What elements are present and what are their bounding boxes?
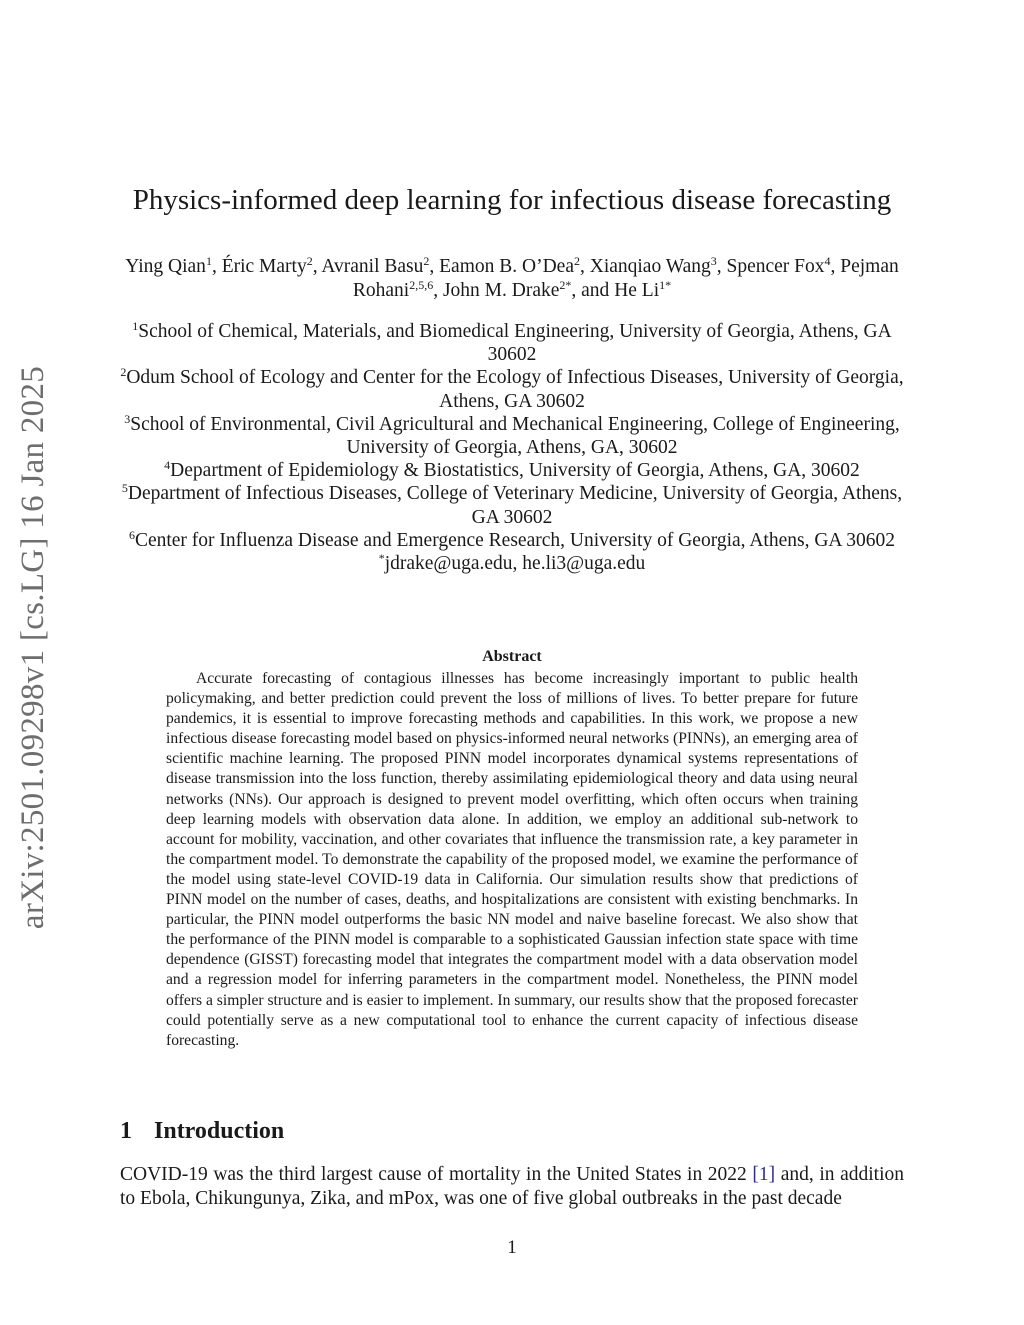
affiliation: $^2$Odum School of Ecology and Center for the Ecology of Infectious Diseases, University of Georgia, Athens, GA 30602 <box>120 365 904 412</box>
affiliation: $^5$Department of Infectious Diseases, College of Veterinary Medicine, University of Georgia, Athens, GA 30602 <box>121 481 903 528</box>
author: Spencer Fox$^4$, <box>726 254 841 277</box>
abstract-heading: Abstract <box>482 648 542 665</box>
abstract-body: Accurate forecasting of contagious illnesses has become increasingly important to public health policymaking, and better prediction could prevent the loss of millions of lives. To better prepare for future pandemics, it is essential to improve forecasting methods and capabilities. In this work, we propose a new infectious disease forecasting model based on physics-informed neural networks (PINNs), an emerging area of scientific machine learning. The proposed PINN model incorporates dynamical systems representations of disease transmission into the loss function, thereby assimilating epidemiological theory and data using neural networks (NNs). Our approach is designed to prevent model overfitting, which often occurs when training deep learning models with observation data alone. In addition, we employ an additional sub-network to account for mobility, vaccination, and other covariates that influence the transmission rate, a key parameter in the compartment model. To demonstrate the capability of the proposed model, we examine the performance of the model using state-level COVID-19 data in California. Our simulation results show that predictions of PINN model on the number of cases, deaths, and hospitalizations are consistent with existing benchmarks. In particular, the PINN model outperforms the basic NN model and naive baseline forecast. We also show that the performance of the PINN model is comparable to a sophisticated Gaussian infection state space with time dependence (GISST) forecasting model that integrates the compartment model with a data observation model and a regression model for inferring parameters in the compartment model. Nonetheless, the PINN model offers a simpler structure and is easier to implement. In summary, our results show that the proposed forecaster could potentially serve as a new computational tool to enhance the current capacity of infectious disease forecasting. <box>166 670 858 1049</box>
paper-title: Physics-informed deep learning for infectious disease forecasting <box>132 184 892 216</box>
author: He $Li^{1*}$ <box>614 278 672 301</box>
section-number: 1 <box>120 1118 132 1144</box>
author: Pejman Rohani$^{2,5,6}$, <box>352 256 899 301</box>
corresponding-emails: *jdrake@uga.edu, he.li3@uga.edu <box>378 551 646 575</box>
affiliation: $^4$Department of Epidemiology & Biostatistics, University of Georgia, Athens, GA, 30602 <box>164 458 860 482</box>
author: Éric Marty$^2$, <box>221 254 322 277</box>
affiliation: $^1$School of Chemical, Materials, and Biomedical Engineering, University of Georgia, Athens, GA 30602 <box>132 319 892 366</box>
author: Xianqiao Wang$^3$, <box>589 254 727 277</box>
section-heading-introduction <box>120 1118 284 1145</box>
affiliation: $^3$School of Environmental, Civil Agricultural and Mechanical Engineering, College of Engineering, University of Georgia, Athens, GA, 30602 <box>124 411 900 459</box>
page-number: 1 <box>507 1237 517 1258</box>
author: Eamon B. O’Dea$^2$, <box>439 254 590 277</box>
author: John M. Drake$^{2*}$, and <box>442 278 615 301</box>
introduction-paragraph: COVID-19 was the third largest cause of mortality in the United States in 2022 [1] and, in addition to Ebola, Chikungunya, Zika, and mPox, was one of five global outbreaks in the past decade <box>120 1164 904 1209</box>
arxiv-id-text: arXiv:2501.09298v1 [cs.LG] 16 Jan 2025 <box>15 365 52 930</box>
author: Ying Qian$^1$, <box>125 254 222 277</box>
author: Avranil Basu$^2$, <box>321 254 440 277</box>
section-title: Introduction <box>154 1118 285 1144</box>
affiliation-list <box>112 320 912 575</box>
citation-link[interactable]: [1] <box>752 1164 776 1185</box>
author-list <box>120 255 904 303</box>
affiliation: $^6$Center for Influenza Disease and Emergence Research, University of Georgia, Athens, GA 30602 <box>128 527 896 551</box>
